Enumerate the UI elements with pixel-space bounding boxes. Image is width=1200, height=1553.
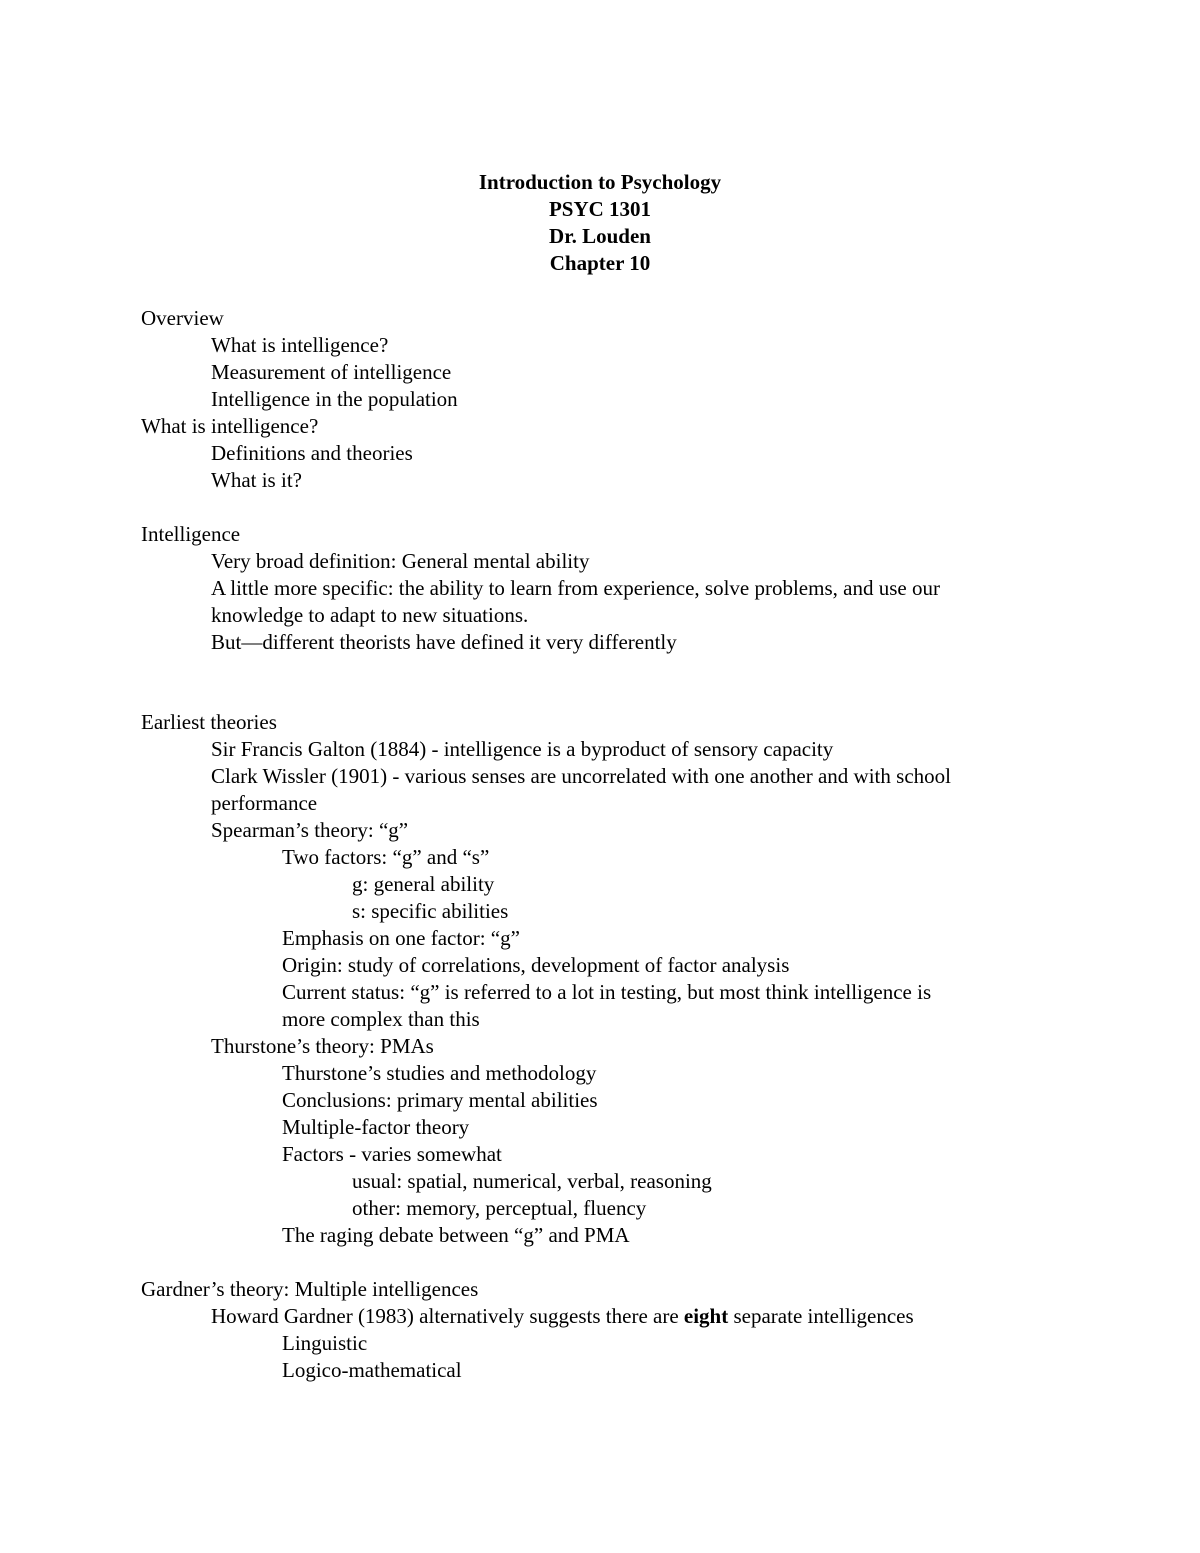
spearman-item: Two factors: “g” and “s”: [282, 845, 490, 869]
spearman-sub-item: s: specific abilities: [352, 899, 509, 923]
thurstone-item: Multiple-factor theory: [282, 1115, 470, 1139]
spearman-sub-item: g: general ability: [352, 872, 495, 896]
intelligence-heading: Intelligence: [141, 522, 241, 546]
overview-item: Measurement of intelligence: [211, 360, 452, 384]
thurstone-heading: Thurstone’s theory: PMAs: [211, 1034, 434, 1058]
instructor-name: Dr. Louden: [549, 224, 651, 248]
gardner-intro-before: Howard Gardner (1983) alternatively suggests there are: [211, 1304, 684, 1328]
spearman-item: Origin: study of correlations, development of factor analysis: [282, 953, 790, 977]
overview-sub-item: Definitions and theories: [211, 441, 413, 465]
document-body: [141, 305, 1061, 1384]
galton-line: Sir Francis Galton (1884) - intelligence is a byproduct of sensory capacity: [211, 737, 834, 761]
thurstone-sub-item: usual: spatial, numerical, verbal, reasoning: [352, 1169, 712, 1193]
chapter-label: Chapter 10: [549, 251, 651, 275]
spearman-item: Current status: “g” is referred to a lot in testing, but most think intelligence is: [282, 980, 932, 1004]
gardner-intro: [141, 1303, 1061, 1330]
overview-item: What is intelligence?: [211, 333, 389, 357]
overview-item: Intelligence in the population: [211, 387, 458, 411]
wissler-line-continued: performance: [211, 791, 318, 815]
spearman-item-continued: more complex than this: [282, 1007, 480, 1031]
what-is-intelligence-heading: What is intelligence?: [141, 414, 319, 438]
gardner-intelligence-item: Linguistic: [282, 1331, 368, 1355]
thurstone-item: Thurstone’s studies and methodology: [282, 1061, 597, 1085]
overview-heading: Overview: [141, 306, 224, 330]
gardner-intelligence-item: Logico-mathematical: [282, 1358, 462, 1382]
thurstone-item: Factors - varies somewhat: [282, 1142, 502, 1166]
overview-sub-item: What is it?: [211, 468, 302, 492]
spearman-heading: Spearman’s theory: “g”: [211, 818, 409, 842]
thurstone-item: Conclusions: primary mental abilities: [282, 1088, 598, 1112]
intelligence-line: But—different theorists have defined it very differently: [211, 630, 677, 654]
spearman-item: Emphasis on one factor: “g”: [282, 926, 520, 950]
document-title: Introduction to Psychology: [478, 170, 722, 194]
gardner-intro-bold: eight: [683, 1304, 729, 1328]
course-code: PSYC 1301: [548, 197, 652, 221]
thurstone-item: The raging debate between “g” and PMA: [282, 1223, 630, 1247]
wissler-line: Clark Wissler (1901) - various senses are uncorrelated with one another and with school: [211, 764, 951, 788]
intelligence-line: knowledge to adapt to new situations.: [211, 603, 529, 627]
earliest-theories-heading: Earliest theories: [141, 710, 277, 734]
gardner-intro-after: separate intelligences: [728, 1304, 914, 1328]
gardner-heading: Gardner’s theory: Multiple intelligences: [141, 1277, 479, 1301]
intelligence-line: Very broad definition: General mental ability: [211, 549, 590, 573]
thurstone-sub-item: other: memory, perceptual, fluency: [352, 1196, 647, 1220]
document-header: [0, 169, 1200, 277]
intelligence-line: A little more specific: the ability to learn from experience, solve problems, and use our: [211, 576, 940, 600]
